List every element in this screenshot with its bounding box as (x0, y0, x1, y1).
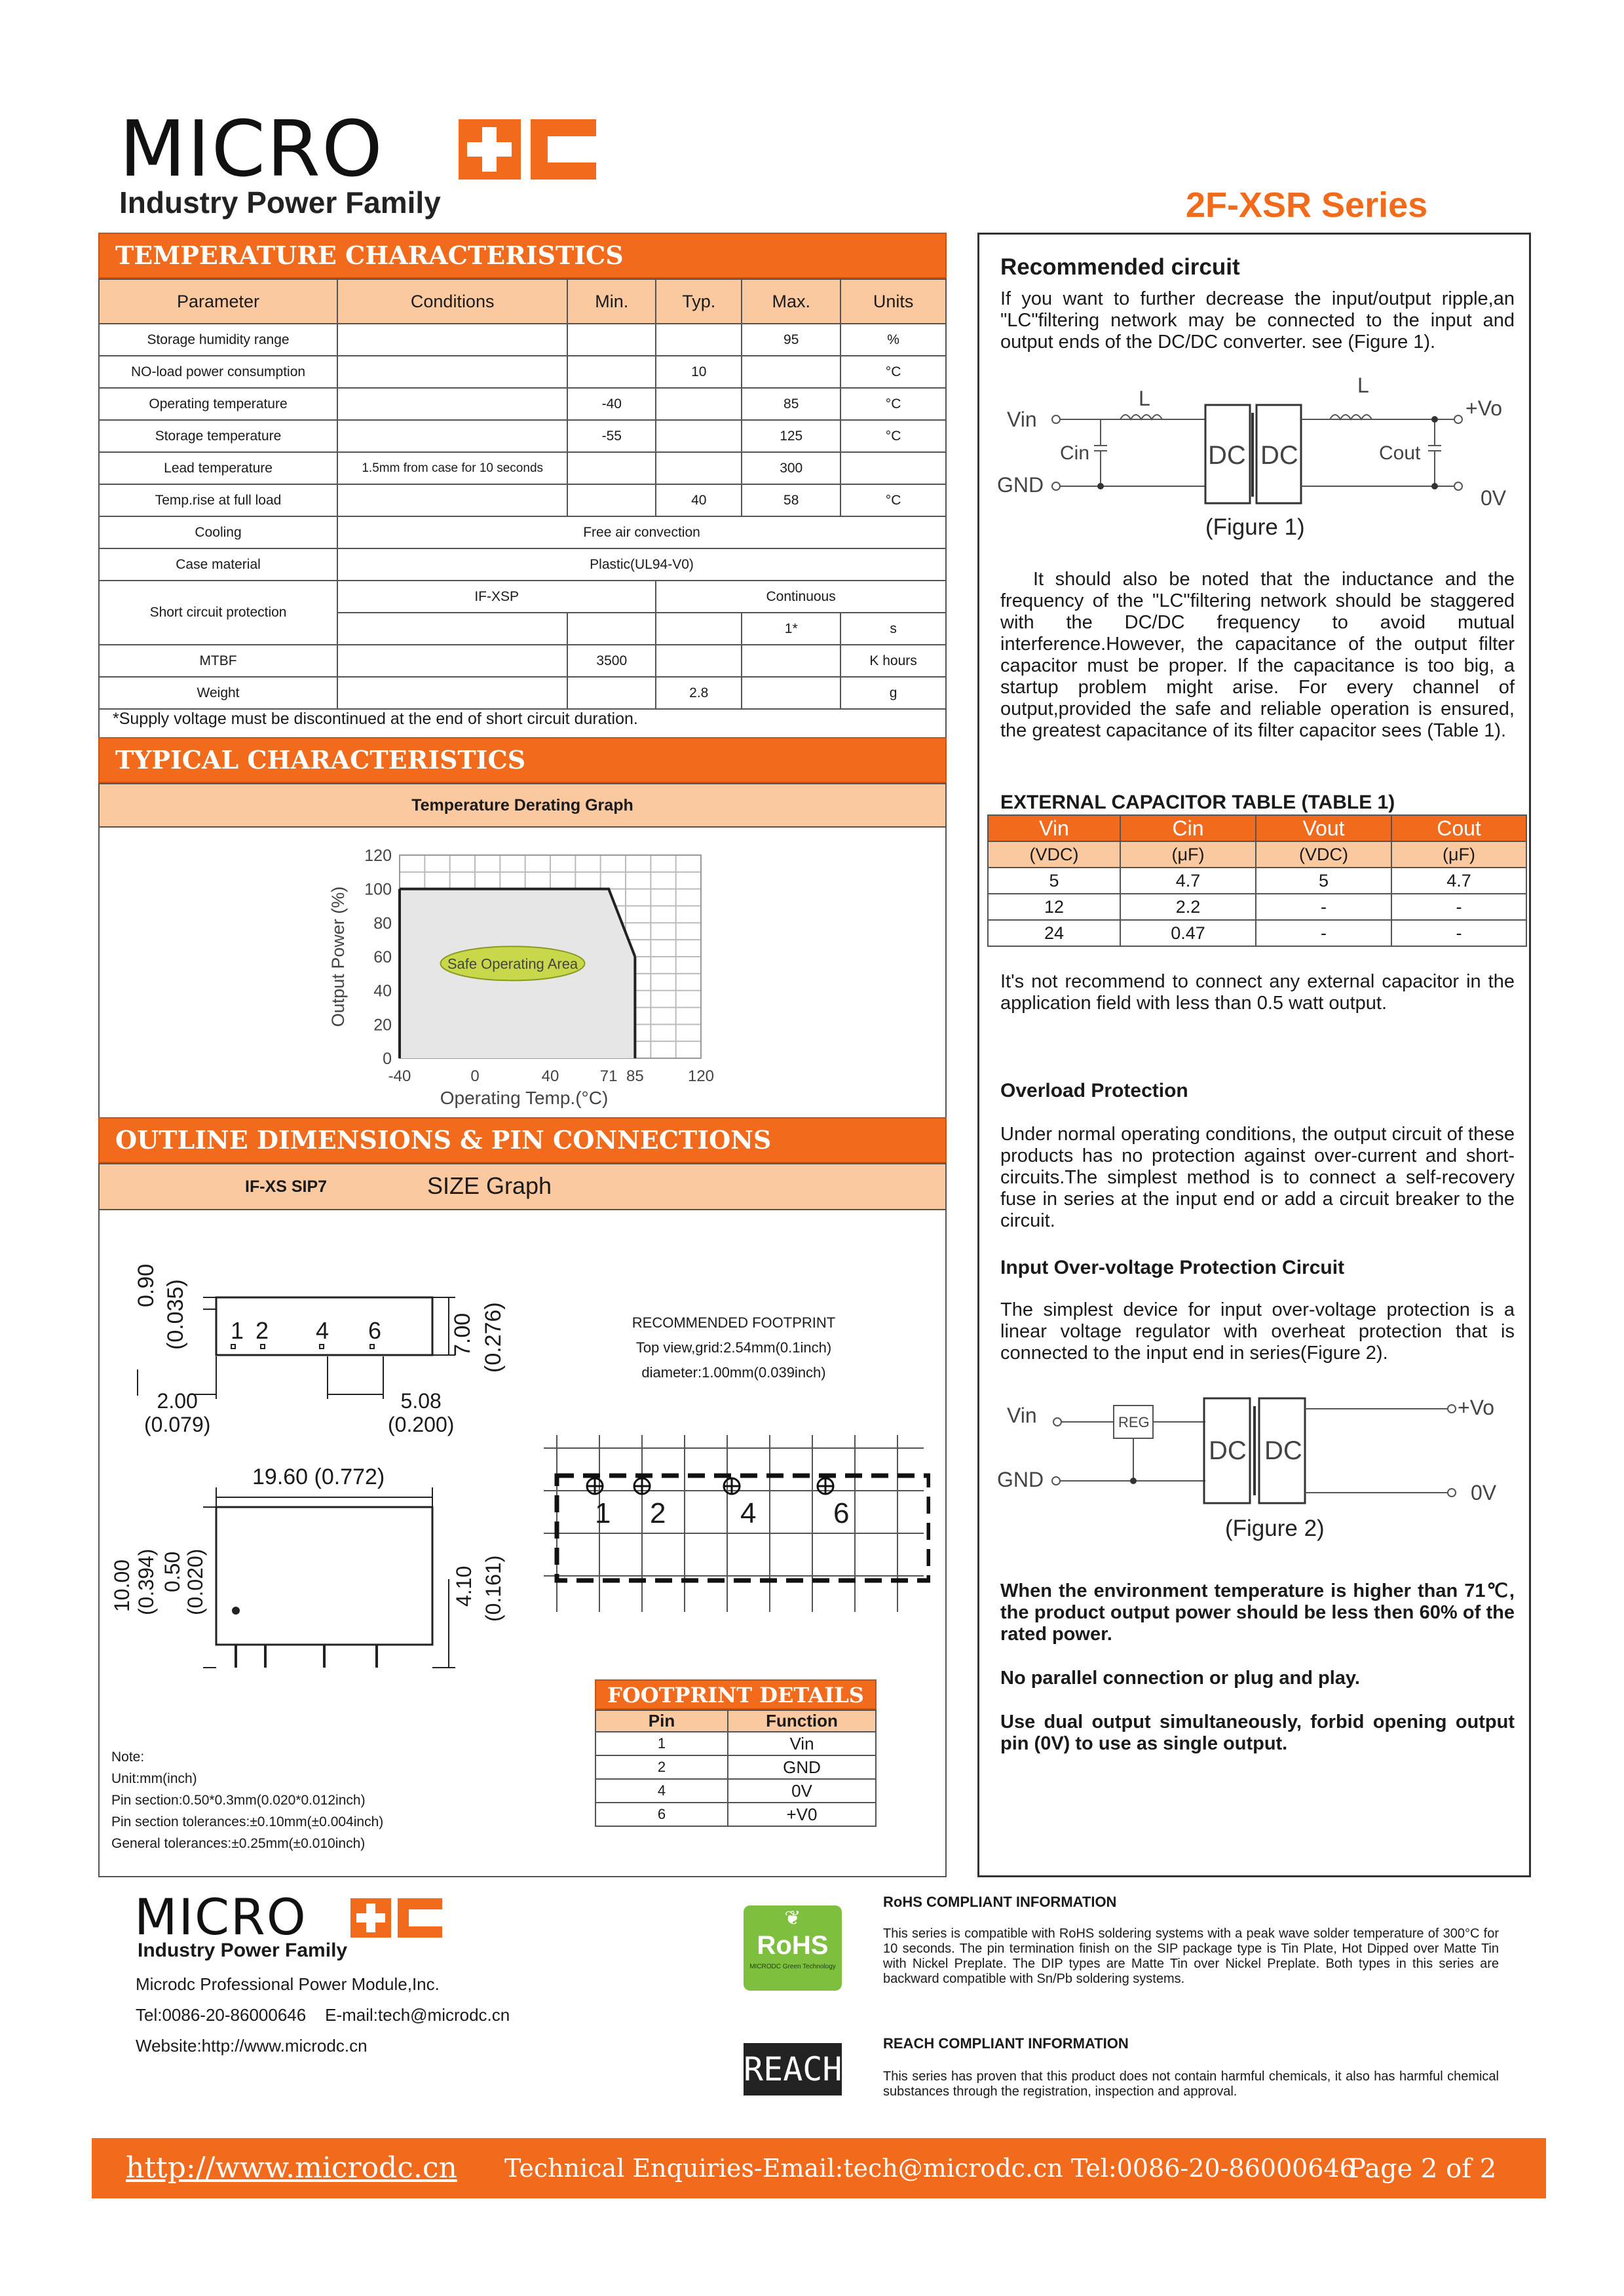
dim-0.161: (0.161) (482, 1555, 505, 1622)
dim-10.00: 10.00 (110, 1559, 134, 1612)
footprint-pin-2: 2 (650, 1497, 666, 1529)
y-axis-label: Output Power (%) (328, 886, 348, 1027)
col-units: Units (840, 279, 946, 324)
fig1-cin: Cin (1060, 442, 1090, 464)
footer-contact: Tel:0086-20-86000646 E-mail:tech@microdc.cn (136, 2005, 510, 2025)
footprint-text: RECOMMENDED FOOTPRINT Top view,grid:2.54mm(0.1inch) diameter:1.00mm(0.039inch) (632, 1314, 836, 1381)
temperature-section-header: TEMPERATURE CHARACTERISTICS (98, 233, 947, 278)
rohs-text: This series is compatible with RoHS soldering systems with a peak wave solder temperature of 300°C for 10 seconds. The pin termination finish on the SIP package type is Tin Plate, Hot Dipped over Matte Tin with Nickel Preplate. The DIP types are Matte Tin over Nickel Preplate. Both types in this series are backward compatible with Sn/Pb soldering systems. (883, 1926, 1499, 1986)
size-graph-bar (98, 1163, 947, 1210)
x-tick-label: 40 (541, 1067, 559, 1085)
x-tick-label: -40 (388, 1067, 411, 1085)
overload-text: Under normal operating conditions, the output circuit of these products has no protection against over-current and short-circuits.The simplest method is to connect a self-recovery fuse in series at the input end or add a circuit breaker to the circuit. (1000, 1124, 1515, 1231)
safe-area-annotation: Safe Operating Area (447, 955, 578, 972)
y-tick-label: 0 (383, 1050, 392, 1068)
fig1-0v: 0V (1481, 486, 1507, 510)
x-tick-label: 71 (599, 1067, 618, 1085)
recommended-circuit-title: Recommended circuit (1000, 254, 1240, 280)
col-max: Max. (742, 279, 840, 324)
fig1-cout: Cout (1379, 442, 1421, 464)
table-row: Short circuit protection IF-XSP Continuous (99, 581, 946, 613)
reach-text: This series has proven that this product does not contain harmful chemicals, it also has harmful chemical substances through the registration, inspection and approval. (883, 2069, 1499, 2099)
fig2-vin: Vin (1007, 1404, 1037, 1427)
rohs-title: RoHS COMPLIANT INFORMATION (883, 1894, 1117, 1910)
footprint-details-table: Pin Function 1 Vin 2 GND 4 0V 6 +V0 (595, 1710, 877, 1827)
table-row: Storage humidity range 95 % (99, 324, 946, 356)
footprint-pin-4: 4 (740, 1497, 757, 1529)
cap-note: It's not recommend to connect any external capacitor in the application field with less than 0.5 watt output. (1000, 971, 1515, 1014)
overload-title: Overload Protection (1000, 1080, 1188, 1101)
graph-title-bar: Temperature Derating Graph (98, 783, 947, 828)
top-pin-1: 1 (231, 1317, 244, 1344)
dim-0.50: 0.50 (161, 1551, 184, 1592)
top-pin-2: 2 (255, 1317, 269, 1344)
tagline: Industry Power Family (119, 185, 441, 220)
dim-19.60: 19.60 (0.772) (252, 1464, 385, 1489)
dim-0.90: 0.90 (134, 1263, 159, 1307)
fig2-dc-left: DC (1209, 1436, 1247, 1465)
fig1-vin: Vin (1007, 408, 1037, 431)
table-row: Case material Plastic(UL94-V0) (99, 548, 946, 581)
dim-2.00: 2.00 (0.079) (144, 1389, 211, 1436)
figure-2-circuit (996, 1383, 1520, 1520)
fig1-l-in: L (1139, 387, 1150, 410)
table-row: 5 4.7 5 4.7 (988, 868, 1526, 894)
dim-4.10: 4.10 (452, 1565, 476, 1607)
logo-wordmark (119, 104, 384, 194)
figure-1-caption: (Figure 1) (1205, 514, 1305, 540)
ovp-title: Input Over-voltage Protection Circuit (1000, 1257, 1345, 1278)
table-row: Operating temperature -40 85 °C (99, 388, 946, 420)
logo-dc-mark (459, 119, 596, 180)
series-title: 2F-XSR Series (1186, 185, 1428, 225)
temperature-footnote: *Supply voltage must be discontinued at the end of short circuit duration. (113, 710, 638, 728)
fig1-vo: +Vo (1465, 396, 1503, 420)
table-row: 12 2.2 - - (988, 894, 1526, 920)
lc-note-text: It should also be noted that the inductance and the frequency of the "LC"filtering network should be staggered with the DC/DC frequency to avoid mutual interference.However, the capacitance of the output filter capacitor must be proper. If the capacitance is too big, a startup problem might arise. For every channel of output,provided the safe and reliable operation is ensured, the greatest capacitance of its filter capacitor sees (Table 1). (1000, 569, 1515, 741)
leaf-icon: ❦ (784, 1907, 801, 1929)
x-axis-label: Operating Temp.(°C) (440, 1088, 609, 1108)
fig2-dc-right: DC (1264, 1436, 1302, 1465)
top-pin-4: 4 (316, 1317, 330, 1344)
y-tick-label: 100 (364, 880, 392, 899)
dim-0.035: (0.035) (163, 1279, 188, 1350)
table-row: Temp.rise at full load 40 58 °C (99, 484, 946, 516)
table-row: MTBF 3500 K hours (99, 645, 946, 677)
dim-0.394: (0.394) (134, 1548, 158, 1615)
footer-company: Microdc Professional Power Module,Inc. (136, 1974, 440, 1994)
table-row: 1* s (99, 613, 946, 645)
y-tick-label: 80 (373, 914, 392, 933)
dim-0.020: (0.020) (183, 1548, 207, 1615)
dim-0.276: (0.276) (481, 1302, 506, 1373)
cap-table: Vin Cin Vout Cout (VDC) (μF) (VDC) (μF) 5 4.7 5 4.7 12 2.2 - - 24 0.47 - - (987, 814, 1527, 947)
table-row: NO-load power consumption 10 °C (99, 356, 946, 388)
cap-table-title: EXTERNAL CAPACITOR TABLE (TABLE 1) (1000, 792, 1395, 813)
reach-badge: REACH (744, 2043, 842, 2095)
table-row: Cooling Free air convection (99, 516, 946, 548)
footer-bar (92, 2138, 1546, 2198)
reach-title: REACH COMPLIANT INFORMATION (883, 2035, 1129, 2052)
fig2-reg: REG (1118, 1414, 1150, 1430)
fig1-dc-right: DC (1260, 441, 1298, 470)
fig2-vo: +Vo (1458, 1396, 1495, 1419)
footprint-details-header: FOOTPRINT DETAILS (595, 1679, 877, 1710)
y-tick-label: 20 (373, 1016, 392, 1035)
top-pin-6: 6 (368, 1317, 382, 1344)
dim-7.00: 7.00 (450, 1312, 475, 1356)
fig2-0v: 0V (1471, 1481, 1497, 1504)
footer-enquiries: Technical Enquiries-Email:tech@microdc.cn Tel:0086-20-86000646 (504, 2154, 1355, 2183)
footer-logo-dc-mark (350, 1898, 442, 1938)
logo-micro: MICRO (119, 104, 384, 194)
col-min: Min. (567, 279, 656, 324)
x-tick-label: 0 (470, 1067, 480, 1085)
outline-section-header: OUTLINE DIMENSIONS & PIN CONNECTIONS (98, 1117, 947, 1163)
fig1-l-out: L (1357, 373, 1369, 397)
col-typ: Typ. (656, 279, 742, 324)
derating-chart (314, 842, 734, 1117)
warning-parallel: No parallel connection or plug and play. (1000, 1668, 1360, 1689)
col-conditions: Conditions (337, 279, 567, 324)
footprint-pin-6: 6 (833, 1497, 850, 1529)
notes: Note: Unit:mm(inch) Pin section:0.50*0.3mm(0.020*0.012inch) Pin section tolerances:±0.10mm(±0.004inch) General tolerances:±0.25mm(±0.010inch) (111, 1750, 384, 1851)
figure-2-caption: (Figure 2) (1225, 1516, 1325, 1541)
rohs-badge: ❦ RoHS MICRODC Green Technology (744, 1905, 842, 1991)
footprint-pin-1: 1 (595, 1497, 611, 1529)
warning-temperature: When the environment temperature is higher than 71℃, the product output power should be less then 60% of the rated power. (1000, 1580, 1515, 1645)
dim-5.08: 5.08 (0.200) (388, 1389, 455, 1436)
table-row: Storage temperature -55 125 °C (99, 420, 946, 452)
fig2-gnd: GND (997, 1468, 1044, 1491)
package-name: IF-XS SIP7 (245, 1177, 328, 1196)
size-graph-label: SIZE Graph (427, 1172, 552, 1199)
ovp-text: The simplest device for input over-voltage protection is a linear voltage regulator with overheat protection that is connected to the input end in series(Figure 2). (1000, 1299, 1515, 1364)
footer-url-link[interactable]: http://www.microdc.cn (126, 2151, 457, 2185)
temperature-header-row (99, 279, 946, 324)
typical-section-header: TYPICAL CHARACTERISTICS (98, 737, 947, 783)
col-parameter: Parameter (99, 279, 337, 324)
footer-tagline: Industry Power Family (138, 1940, 348, 1961)
fig1-dc-left: DC (1208, 441, 1246, 470)
footer-page-number: Page 2 of 2 (1348, 2154, 1497, 2184)
y-tick-label: 120 (364, 847, 392, 865)
y-tick-label: 40 (373, 982, 392, 1001)
fig1-gnd: GND (997, 473, 1044, 497)
x-tick-label: 85 (626, 1067, 644, 1085)
recommended-circuit-text: If you want to further decrease the input/output ripple,an "LC"filtering network may be connected to the input and output ends of the DC/DC converter. see (Figure 1). (1000, 288, 1515, 353)
temperature-table (98, 278, 947, 710)
footer-website: Website:http://www.microdc.cn (136, 2036, 368, 2056)
table-row: Weight 2.8 g (99, 677, 946, 709)
x-tick-label: 120 (687, 1067, 715, 1085)
warning-dual-output: Use dual output simultaneously, forbid opening output pin (0V) to use as single output. (1000, 1712, 1515, 1754)
table-row: Lead temperature 1.5mm from case for 10 seconds 300 (99, 452, 946, 484)
table-row: 24 0.47 - - (988, 920, 1526, 946)
footer-logo-wordmark: MICRO (134, 1888, 307, 1946)
y-tick-label: 60 (373, 948, 392, 966)
